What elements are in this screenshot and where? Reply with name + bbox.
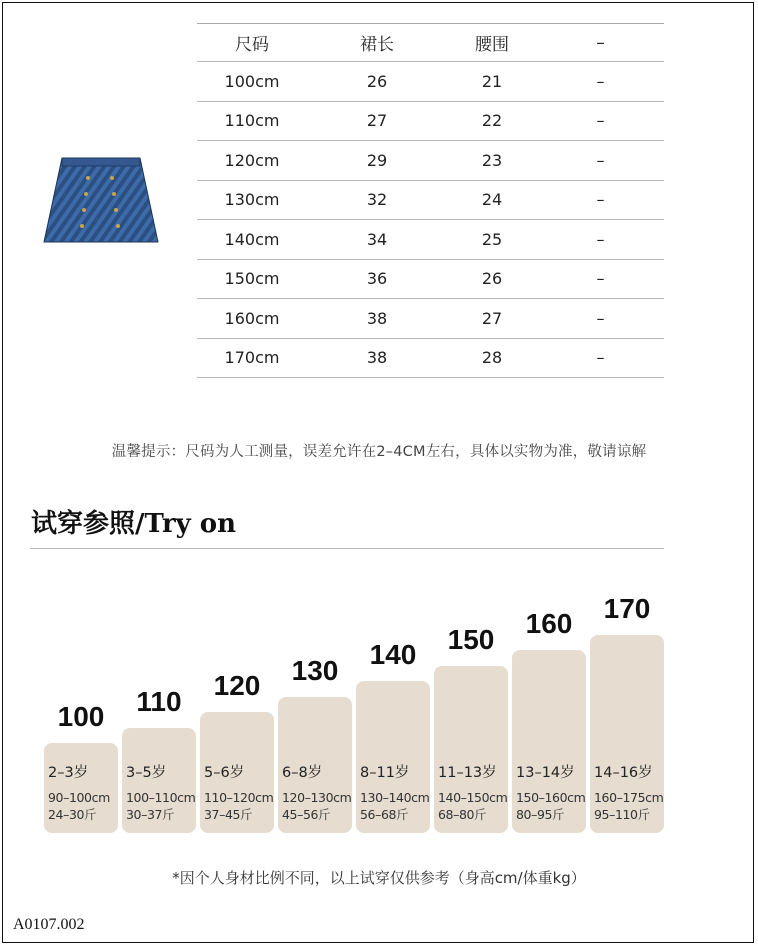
header-size: 尺码 — [235, 35, 269, 55]
try-on-weight: 30–37斤 — [126, 807, 175, 822]
try-on-bar-text — [594, 761, 663, 823]
try-on-age: 14–16岁 — [594, 765, 653, 781]
try-on-age: 6–8岁 — [282, 765, 323, 781]
cell-size: 170cm — [224, 348, 280, 368]
try-on-size-label: 100 — [57, 701, 105, 732]
section-divider — [30, 548, 664, 549]
try-on-size-label: 160 — [525, 608, 573, 639]
try-on-height: 90–100cm — [48, 790, 110, 805]
try-on-bar-text — [516, 761, 585, 823]
try-on-weight: 37–45斤 — [204, 807, 253, 822]
cell-skirt-length: 36 — [366, 269, 388, 289]
try-on-age: 3–5岁 — [126, 765, 167, 781]
cell-extra: – — [596, 150, 605, 170]
cell-skirt-length: 38 — [366, 348, 388, 368]
cell-extra: – — [596, 190, 605, 210]
try-on-bar — [590, 635, 664, 834]
try-on-bar — [278, 697, 352, 834]
try-on-age: 5–6岁 — [204, 765, 245, 781]
table-row — [197, 62, 664, 102]
try-on-bar-text — [204, 761, 273, 823]
try-on-height: 160–175cm — [594, 790, 664, 805]
cell-skirt-length: 34 — [366, 229, 388, 249]
try-on-bar — [356, 681, 430, 833]
try-on-size-label: 130 — [291, 654, 339, 686]
try-on-age: 11–13岁 — [438, 765, 497, 781]
cell-skirt-length: 29 — [366, 150, 388, 170]
cell-waist: 22 — [481, 111, 503, 131]
cell-size: 140cm — [224, 229, 280, 249]
try-on-bar-text — [282, 761, 351, 823]
try-on-bar-text — [360, 761, 429, 823]
size-table — [197, 23, 664, 378]
try-on-bar — [512, 650, 586, 833]
cell-skirt-length: 26 — [366, 71, 388, 91]
cell-skirt-length: 38 — [366, 308, 388, 328]
try-on-size-label: 150 — [447, 623, 495, 655]
cell-waist: 25 — [481, 229, 503, 249]
cell-waist: 26 — [481, 269, 503, 289]
table-row — [197, 260, 664, 300]
section-title: 试穿参照/Try on — [31, 509, 237, 539]
table-row — [197, 220, 664, 260]
product-code: A0107.002 — [13, 916, 85, 933]
cell-size: 120cm — [224, 150, 280, 170]
try-on-height: 100–110cm — [126, 790, 196, 805]
header-skirt-length: 裙长 — [360, 35, 394, 55]
header-extra: – — [596, 32, 605, 53]
notice-text: 温馨提示：尺码为人工测量，误差允许在2–4CM左右，具体以实物为准，敬请谅解 — [111, 444, 647, 460]
cell-waist: 28 — [481, 348, 503, 368]
try-on-age: 8–11岁 — [360, 765, 410, 781]
cell-waist: 23 — [481, 150, 503, 170]
cell-waist: 27 — [481, 308, 503, 328]
try-on-size-label: 120 — [213, 670, 261, 701]
table-row — [197, 181, 664, 221]
cell-extra: – — [596, 71, 605, 91]
table-body — [197, 62, 664, 378]
try-on-size-label: 170 — [603, 592, 651, 624]
cell-size: 160cm — [224, 308, 280, 328]
cell-extra: – — [596, 308, 605, 328]
try-on-weight: 45–56斤 — [282, 807, 331, 822]
table-row — [197, 141, 664, 181]
cell-size: 110cm — [224, 111, 280, 131]
try-on-weight: 56–68斤 — [360, 807, 409, 822]
table-header-row — [197, 24, 664, 62]
cell-waist: 21 — [481, 71, 503, 91]
try-on-bar — [434, 666, 508, 834]
try-on-weight: 68–80斤 — [438, 807, 487, 822]
try-on-height: 130–140cm — [360, 790, 430, 805]
header-waist: 腰围 — [475, 35, 509, 55]
try-on-bar-text — [438, 761, 507, 823]
try-on-weight: 95–110斤 — [594, 807, 650, 822]
cell-extra: – — [596, 348, 605, 368]
try-on-height: 140–150cm — [438, 790, 508, 805]
try-on-size-label: 140 — [369, 639, 417, 670]
try-on-height: 120–130cm — [282, 790, 352, 805]
cell-waist: 24 — [481, 190, 503, 210]
footnote: *因个人身材比例不同，以上试穿仅供参考（身高cm/体重kg） — [172, 869, 586, 887]
try-on-weight: 80–95斤 — [516, 807, 565, 822]
try-on-bar-text — [126, 761, 195, 823]
cell-size: 130cm — [224, 190, 280, 210]
try-on-bar — [200, 712, 274, 833]
table-row — [197, 339, 664, 379]
cell-size: 100cm — [224, 71, 280, 91]
cell-extra: – — [596, 269, 605, 289]
try-on-weight: 24–30斤 — [48, 807, 97, 822]
table-row — [197, 102, 664, 142]
try-on-bar-text — [48, 761, 110, 823]
try-on-age: 13–14岁 — [516, 765, 575, 781]
cell-extra: – — [596, 111, 605, 131]
cell-skirt-length: 32 — [366, 190, 388, 210]
cell-size: 150cm — [224, 269, 280, 289]
try-on-bar — [44, 743, 118, 833]
cell-skirt-length: 27 — [366, 111, 388, 131]
try-on-size-label: 110 — [136, 685, 182, 717]
try-on-bar — [122, 728, 196, 834]
try-on-height: 150–160cm — [516, 790, 586, 805]
try-on-height: 110–120cm — [204, 790, 274, 805]
skirt-image — [40, 150, 160, 250]
cell-extra: – — [596, 229, 605, 249]
try-on-age: 2–3岁 — [48, 765, 89, 781]
table-row — [197, 299, 664, 339]
